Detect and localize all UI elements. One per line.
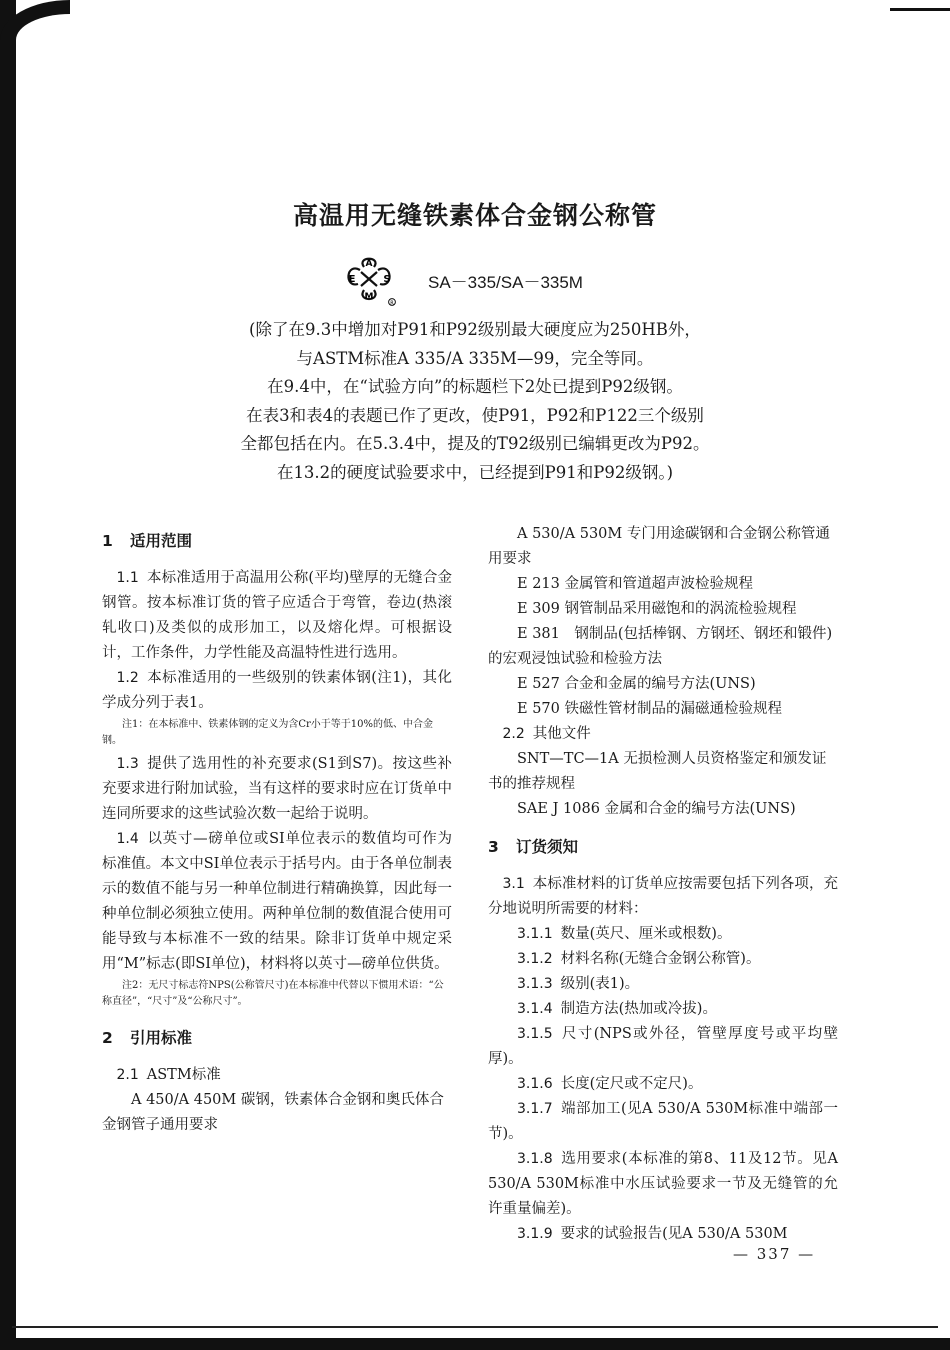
clause-3-1: 3.1 本标准材料的订货单应按需要包括下列各项，充分地说明所需要的材料： [488,876,838,917]
section-title: 订货须知 [516,838,579,856]
left-column [102,522,452,1138]
section-title: 引用标准 [130,1029,193,1047]
standard-code: SA－335/SA－335M [428,272,583,292]
reference-entry: A 450/A 450M 碳钢，铁素体合金钢和奥氏体合金钢管子通用要求 [102,1092,444,1133]
clause-1-2: 1.2 本标准适用的一些级别的铁素体钢(注1)，其化学成分列于表1。 [102,670,452,711]
section-3-heading [488,832,838,862]
reference-entry: E 381 钢制品(包括棒钢、方钢坯、钢坯和锻件)的宏观浸蚀试验和检验方法 [488,626,833,667]
clause-3-1-4: 3.1.4 制造方法(热加或冷拔)。 [517,1001,717,1017]
preface-line: 与ASTM标准A 335/A 335M—99，完全等同。 [296,348,654,368]
clause-3-1-2: 3.1.2 材料名称(无缝合金钢公称管)。 [517,951,761,967]
section-1-heading [102,526,452,556]
reference-entry: SNT—TC—1A 无损检测人员资格鉴定和颁发证书的推荐规程 [488,751,827,792]
clause-3-1-6: 3.1.6 长度(定尺或不定尺)。 [517,1076,703,1092]
svg-text:M: M [364,292,374,302]
preface-line: 在9.4中，在“试验方向”的标题栏下2处已提到P92级钢。 [267,377,683,396]
reference-entry: E 570 铁磁性管材制品的漏磁通检验规程 [517,701,782,717]
clause-3-1-1: 3.1.1 数量(英尺、厘米或根数)。 [517,926,732,942]
reference-entry: E 527 合金和金属的编号方法(UNS) [517,676,756,692]
standard-header [340,252,583,308]
clause-1-1: 1.1 本标准适用于高温用公称(平均)壁厚的无缝合金钢管。按本标准订货的管子应适合于弯管，卷边(热滚轧收口)及类似的成形加工，以及熔化焊。可根据设计，工作条件，力学性能及高温特性进行选用。 [102,570,452,661]
section-number: 1 [102,532,113,550]
scan-edge-top-right [890,0,950,11]
reference-entry: SAE J 1086 金属和合金的编号方法(UNS) [517,801,796,817]
preface-note [180,316,770,487]
asme-logo-icon [340,252,402,308]
scan-edge-bottom-line [12,1326,938,1328]
page-number: — 337 — [733,1245,816,1263]
clause-1-3: 1.3 提供了选用性的补充要求(S1到S7)。按这些补充要求进行附加试验，当有这样的要求时应在订货单中连同所要求的这些试验次数一起给于说明。 [102,756,452,822]
preface-line: 在表3和表4的表题已作了更改，使P91，P92和P122三个级别 [246,405,704,425]
preface-line: (除了在9.3中增加对P91和P92级别最大硬度应为250HB外， [249,320,701,339]
preface-line: 全都包括在内。在5.3.4中，提及的T92级别已编辑更改为P92。 [240,434,710,453]
clause-2-1: 2.1 ASTM标准 [116,1067,221,1083]
clause-2-2: 2.2 其他文件 [502,726,591,742]
right-column [488,522,838,1247]
svg-text:R: R [390,300,394,307]
section-title: 适用范围 [130,532,193,550]
clause-3-1-7: 3.1.7 端部加工(见A 530/A 530M标准中端部一节)。 [488,1101,838,1142]
section-number: 2 [102,1029,113,1047]
clause-3-1-3: 3.1.3 级别(表1)。 [517,976,640,992]
svg-text:A: A [365,259,373,269]
section-2-heading [102,1023,452,1053]
svg-text:S: S [383,274,391,285]
scan-edge-bottom [0,1338,950,1350]
clause-1-4: 1.4 以英寸—磅单位或SI单位表示的数值均可作为标准值。本文中SI单位表示于括号内。由于各单位制表示的数值不能与另一种单位制进行精确换算，因此每一种单位制必须独立使用。两种单位制的数值混合使用可能导致与本标准不一致的结果。除非订货单中规定采用“M”标志(即SI单位)，材料将以英寸—磅单位供货。 [102,831,452,972]
reference-entry: A 530/A 530M 专门用途碳钢和合金钢公称管通用要求 [488,526,830,567]
clause-3-1-9: 3.1.9 要求的试验报告(见A 530/A 530M [517,1226,788,1242]
svg-text:E: E [348,274,356,285]
clause-3-1-5: 3.1.5 尺寸(NPS或外径，管壁厚度号或平均壁厚)。 [488,1026,838,1067]
reference-entry: E 309 钢管制品采用磁饱和的涡流检验规程 [517,601,797,617]
section-number: 3 [488,838,499,856]
note-2: 注2：无尺寸标志符NPS(公称管尺寸)在本标准中代替以下惯用术语：“公称直径”，“尺寸”及“公称尺寸”。 [102,980,444,1007]
reference-entry: E 213 金属管和管道超声波检验规程 [517,576,753,592]
clause-3-1-8: 3.1.8 选用要求(本标准的第8、11及12节。见A 530/A 530M标准中水压试验要求一节及无缝管的允许重量偏差)。 [488,1151,838,1217]
document-title: 高温用无缝铁素体合金钢公称管 [292,201,657,230]
note-1: 注1：在本标准中、铁素体钢的定义为含Cr小于等于10%的低、中合金钢。 [102,719,434,746]
preface-line: 在13.2的硬度试验要求中，已经提到P91和P92级钢。) [276,462,674,482]
